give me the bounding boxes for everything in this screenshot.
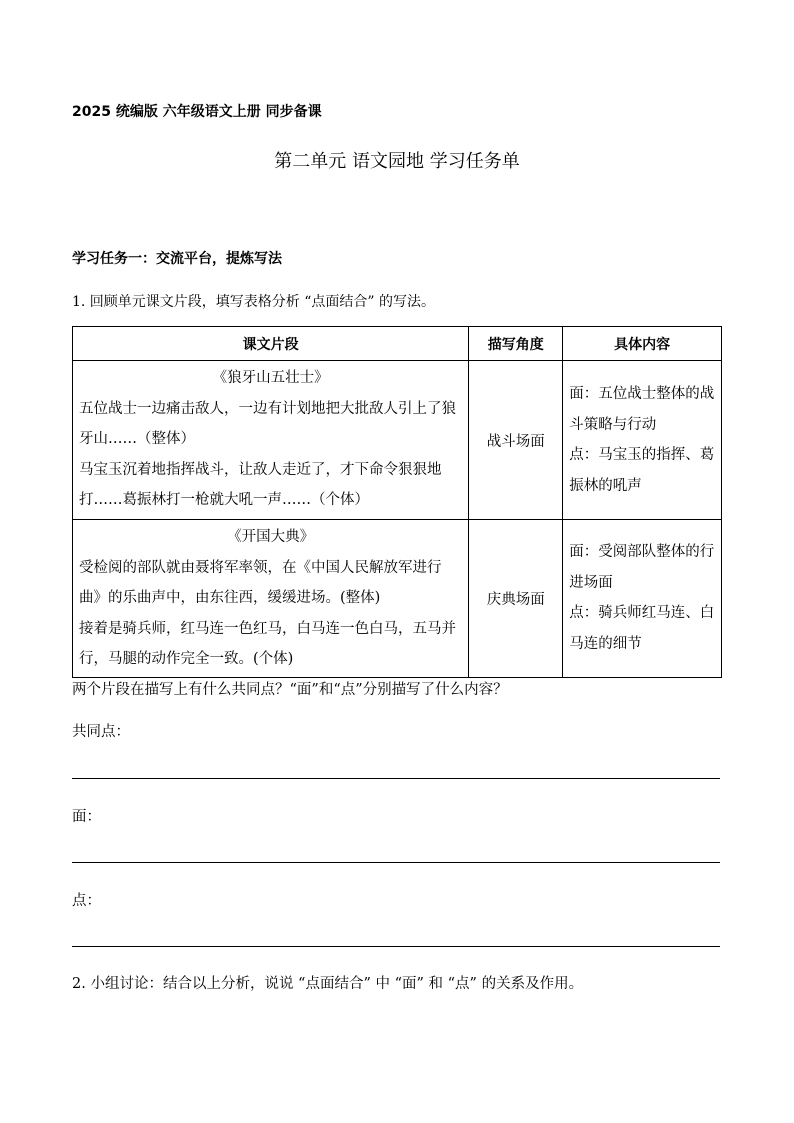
question-two: 2. 小组讨论：结合以上分析，说说 “点面结合” 中 “面” 和 “点” 的关系及作用。 <box>72 976 584 992</box>
follow-up-question: 两个片段在描写上有什么共同点？“面”和“点”分别描写了什么内容？ <box>72 682 508 698</box>
course-header: 2025 统编版 六年级语文上册 同步备课 <box>72 104 322 120</box>
content-face-text: 面：五位战士整体的战斗策略与行动 <box>569 386 715 433</box>
face-label: 面： <box>72 809 101 825</box>
passage-title: 《狼牙山五壮士》 <box>212 370 329 386</box>
table-header-row <box>73 327 722 361</box>
common-point-answer-line[interactable] <box>72 778 720 779</box>
column-header-passage: 课文片段 <box>73 327 469 361</box>
document-title: 第二单元 语文园地 学习任务单 <box>274 151 520 172</box>
column-header-content: 具体内容 <box>563 327 722 361</box>
content-cell <box>563 520 722 678</box>
passage-whole-text: 五位战士一边痛击敌人，一边有计划地把大批敌人引上了狼牙山……（整体） <box>79 400 456 447</box>
table-row <box>73 520 722 678</box>
passage-individual-text: 马宝玉沉着地指挥战斗，让敌人走近了，才下命令狠狠地打……葛振林打一枪就大吼一声……（个体） <box>79 461 442 508</box>
content-point-text: 点：骑兵师红马连、白马连的细节 <box>569 605 715 652</box>
content-face-text: 面：受阅部队整体的行进场面 <box>569 544 715 591</box>
column-header-angle: 描写角度 <box>469 327 563 361</box>
analysis-table <box>72 326 722 678</box>
content-point-text: 点：马宝玉的指挥、葛振林的吼声 <box>569 447 715 494</box>
passage-title: 《开国大典》 <box>227 529 315 545</box>
angle-cell: 庆典场面 <box>469 520 563 678</box>
point-answer-line[interactable] <box>72 946 720 947</box>
passage-cell <box>73 520 469 678</box>
table-row <box>73 361 722 520</box>
common-point-label: 共同点： <box>72 724 130 740</box>
angle-cell: 战斗场面 <box>469 361 563 520</box>
face-answer-line[interactable] <box>72 862 720 863</box>
task-one-title: 学习任务一：交流平台，提炼写法 <box>72 251 282 267</box>
passage-cell <box>73 361 469 520</box>
passage-whole-text: 受检阅的部队就由聂将军率领，在《中国人民解放军进行曲》的乐曲声中，由东往西，缓缓进场。(整体) <box>79 559 442 606</box>
question-one: 1. 回顾单元课文片段，填写表格分析 “点面结合” 的写法。 <box>72 294 436 310</box>
passage-individual-text: 接着是骑兵师，红马连一色红马，白马连一色白马，五马并行，马腿的动作完全一致。(个体) <box>79 620 456 667</box>
content-cell <box>563 361 722 520</box>
point-label: 点： <box>72 893 101 909</box>
